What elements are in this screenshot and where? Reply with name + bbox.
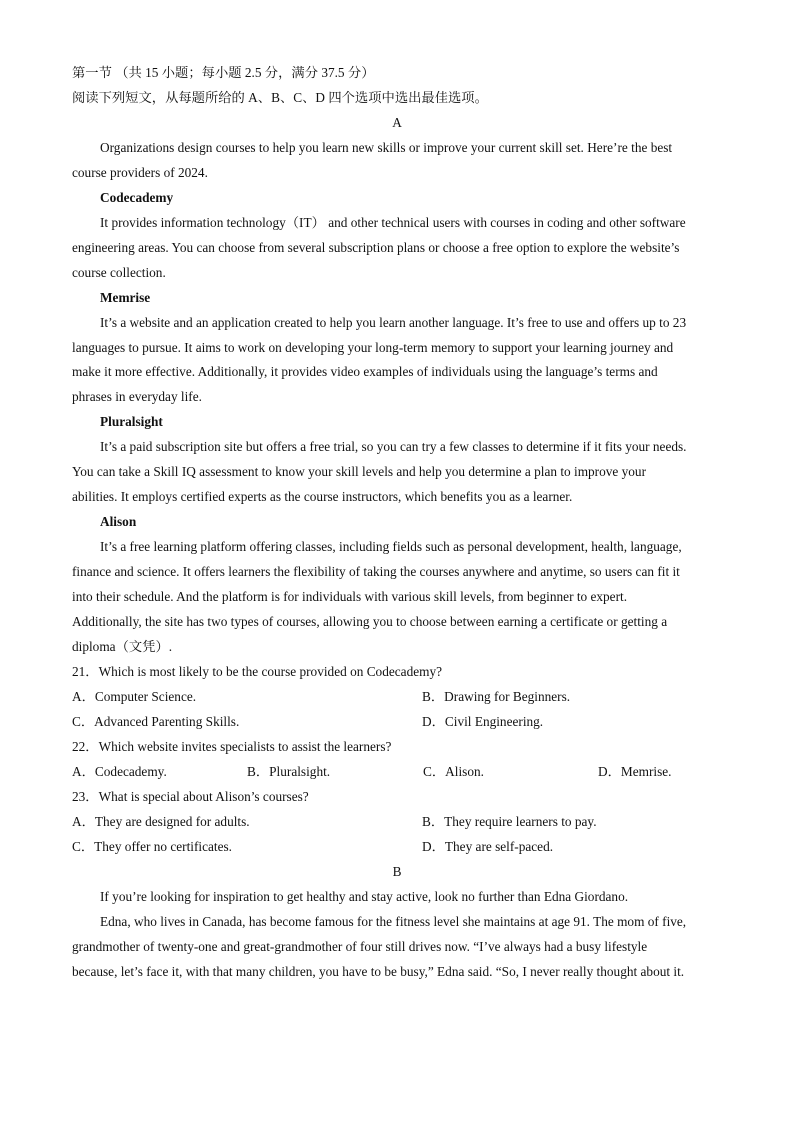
passage-b-label: B bbox=[392, 864, 402, 879]
question-23-option-d: D．They are self-paced. bbox=[422, 839, 554, 854]
passage-a-intro-line: Organizations design courses to help you learn new skills or improve your current skill set. Here’re the best bbox=[100, 140, 673, 155]
pluralsight-line: You can take a Skill IQ assessment to know your skill levels and help you determine a plan to improve your bbox=[72, 464, 647, 479]
alison-line: into their schedule. And the platform is for individuals with various skill levels, from beginner to expert. bbox=[72, 589, 628, 604]
question-21-option-d: D．Civil Engineering. bbox=[422, 714, 544, 729]
passage-b-line: If you’re looking for inspiration to get healthy and stay active, look no further than Edna Giordano. bbox=[100, 889, 629, 904]
question-22-stem: 22．Which website invites specialists to assist the learners? bbox=[72, 739, 392, 754]
memrise-line: It’s a website and an application created to help you learn another language. It’s free to use and offers up to 23 bbox=[100, 315, 687, 330]
passage-b-line: Edna, who lives in Canada, has become famous for the fitness level she maintains at age 91. The mom of five, bbox=[100, 914, 687, 929]
alison-line: finance and science. It offers learners the flexibility of taking the courses anywhere and anytime, so users can fit it bbox=[72, 564, 680, 579]
alison-title: Alison bbox=[100, 514, 137, 529]
alison-line: It’s a free learning platform offering classes, including fields such as personal development, health, language, bbox=[100, 539, 682, 554]
question-23-option-c: C．They offer no certificates. bbox=[72, 839, 232, 854]
pluralsight-line: abilities. It employs certified experts as the course instructors, which benefits you as a learner. bbox=[72, 489, 573, 504]
pluralsight-title: Pluralsight bbox=[100, 414, 163, 429]
question-21-stem: 21．Which is most likely to be the course provided on Codecademy? bbox=[72, 664, 443, 679]
question-21-option-a: A．Computer Science. bbox=[72, 689, 197, 704]
question-23-stem: 23．What is special about Alison’s courses? bbox=[72, 789, 309, 804]
section-heading: 第一节 （共 15 小题；每小题 2.5 分，满分 37.5 分） bbox=[72, 65, 375, 80]
alison-line: Additionally, the site has two types of courses, allowing you to choose between earning a certificate or getting a bbox=[72, 614, 668, 629]
question-23-option-a: A．They are designed for adults. bbox=[72, 814, 250, 829]
memrise-line: make it more effective. Additionally, it provides video examples of individuals using the language’s terms and bbox=[72, 364, 658, 379]
question-22-option-b: B．Pluralsight. bbox=[247, 764, 331, 779]
memrise-line: phrases in everyday life. bbox=[72, 389, 202, 404]
question-22-option-d: D．Memrise. bbox=[598, 764, 672, 779]
pluralsight-line: It’s a paid subscription site but offers a free trial, so you can try a few classes to determine if it fits your needs. bbox=[100, 439, 687, 454]
passage-b-line: grandmother of twenty-one and great-grandmother of four still drives now. “I’ve always had a busy lifestyle bbox=[72, 939, 648, 954]
question-22-option-a: A．Codecademy. bbox=[72, 764, 167, 779]
question-22-option-c: C．Alison. bbox=[423, 764, 484, 779]
alison-line: diploma（文凭）. bbox=[72, 639, 173, 654]
codecademy-line: course collection. bbox=[72, 265, 166, 280]
codecademy-line: It provides information technology（IT） and other technical users with courses in coding and other software bbox=[100, 215, 686, 230]
codecademy-line: engineering areas. You can choose from several subscription plans or choose a free option to explore the website’s bbox=[72, 240, 680, 255]
memrise-line: languages to pursue. It aims to work on developing your long-term memory to support your learning journey and bbox=[72, 340, 674, 355]
passage-a-intro-line: course providers of 2024. bbox=[72, 165, 208, 180]
passage-a-label: A bbox=[392, 115, 402, 130]
question-21-option-c: C．Advanced Parenting Skills. bbox=[72, 714, 240, 729]
passage-b-line: because, let’s face it, with that many children, you have to be busy,” Edna said. “So, I never really thought about it. bbox=[72, 964, 685, 979]
question-23-option-b: B．They require learners to pay. bbox=[422, 814, 597, 829]
memrise-title: Memrise bbox=[100, 290, 151, 305]
question-21-option-b: B．Drawing for Beginners. bbox=[422, 689, 571, 704]
codecademy-title: Codecademy bbox=[100, 190, 174, 205]
section-instruction: 阅读下列短文，从每题所给的 A、B、C、D 四个选项中选出最佳选项。 bbox=[72, 90, 488, 105]
